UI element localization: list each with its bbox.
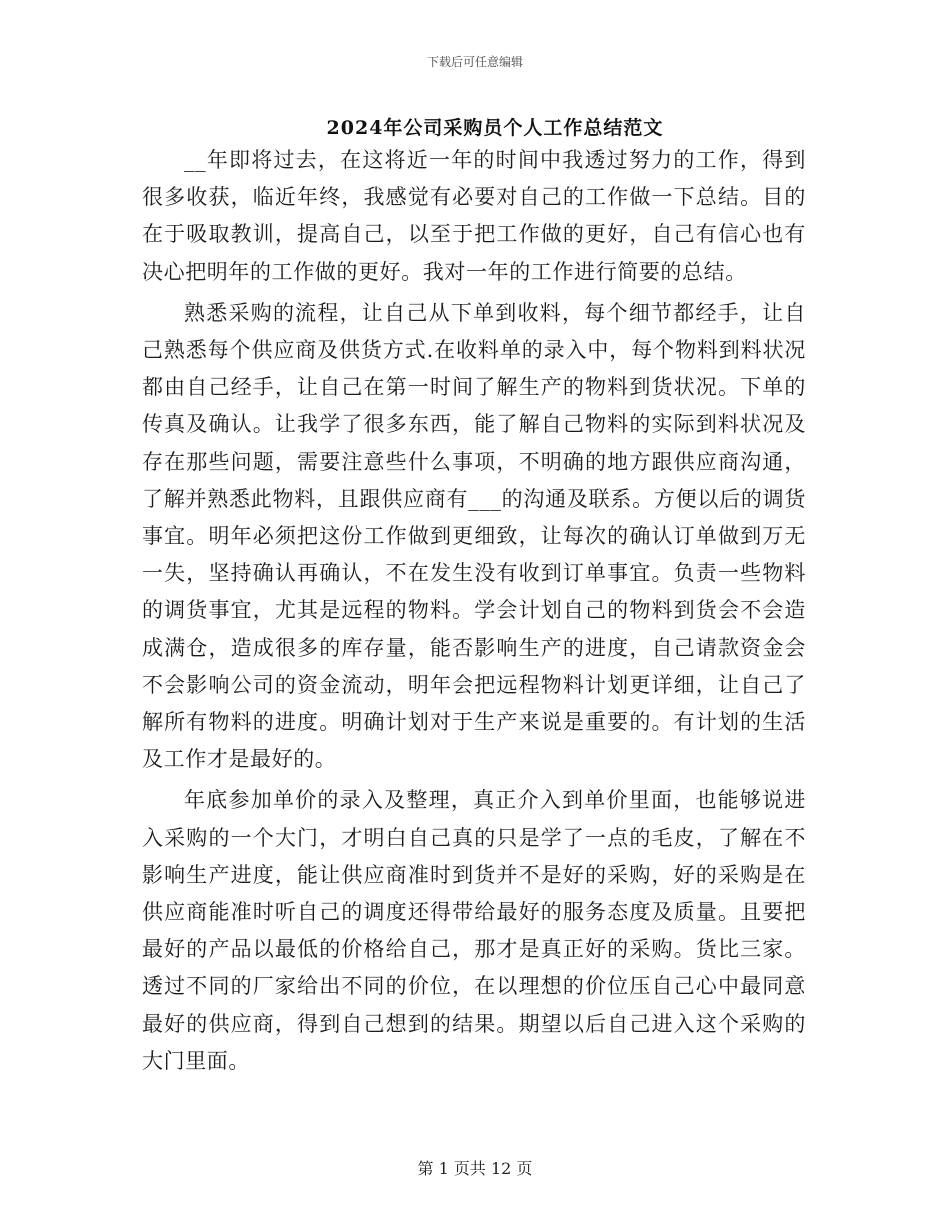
page-number: 第 1 页共 12 页 — [417, 1159, 533, 1178]
document-title: 2024年公司采购员个人工作总结范文 — [326, 117, 664, 139]
header-note: 下载后可任意编辑 — [426, 55, 523, 69]
paragraph-3: 年底参加单价的录入及整理，真正介入到单价里面，也能够说进入采购的一个大门，才明白自己真的只是学了一点的毛皮，了解在不影响生产进度，能让供应商准时到货并不是好的采购，好的采购是在供应商能准时听自己的调度还得带给最好的服务态度及质量。且要把最好的产品以最低的价格给自己，那才是真正好的采购。货比三家。透过不同的厂家给出不同的价位，在以理想的价位压自己心中最同意最好的供应商，得到自己想到的结果。期望以后自己进入这个采购的大门里面。 — [142, 788, 806, 1073]
document-body — [142, 142, 806, 1080]
paragraph-1: __年即将过去，在这将近一年的时间中我透过努力的工作，得到很多收获，临近年终，我感觉有必要对自己的工作做一下总结。目的在于吸取教训，提高自己，以至于把工作做的更好，自己有信心也有决心把明年的工作做的更好。我对一年的工作进行简要的总结。 — [142, 148, 806, 284]
paragraph-2: 熟悉采购的流程，让自己从下单到收料，每个细节都经手，让自己熟悉每个供应商及供货方式.在收料单的录入中，每个物料到料状况都由自己经手，让自己在第一时间了解生产的物料到货状况。下单的传真及确认。让我学了很多东西，能了解自己物料的实际到料状况及存在那些问题，需要注意些什么事项，不明确的地方跟供应商沟通，了解并熟悉此物料，且跟供应商有___的沟通及联系。方便以后的调货事宜。明年必须把这份工作做到更细致，让每次的确认订单做到万无一失，坚持确认再确认，不在发生没有收到订单事宜。负责一些物料的调货事宜，尤其是远程的物料。学会计划自己的物料到货会不会造成满仓，造成很多的库存量，能否影响生产的进度，自己请款资金会不会影响公司的资金流动，明年会把远程物料计划更详细，让自己了解所有物料的进度。明确计划对于生产来说是重要的。有计划的生活及工作才是最好的。 — [142, 300, 806, 772]
